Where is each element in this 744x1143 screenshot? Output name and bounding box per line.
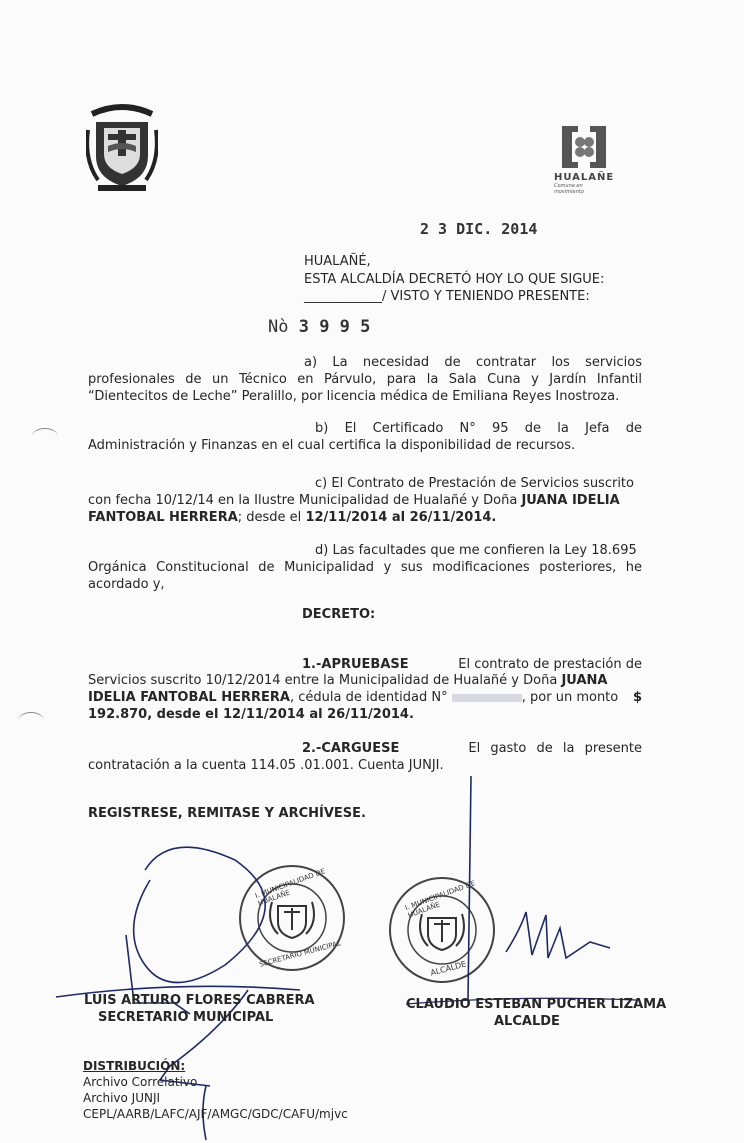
considerando-a-line2: profesionales de un Técnico en Párvulo, para la Sala Cuna y Jardín Infantil — [88, 372, 642, 387]
considerando-d-line3: acordado y, — [88, 577, 165, 592]
brand-tagline: Comuna en movimiento — [554, 183, 584, 195]
seal-right-bottom: ALCALDE — [429, 959, 468, 978]
brand-name: HUALAÑE — [554, 172, 615, 183]
decree-number-prefix: Nò — [268, 317, 289, 337]
decreto-title: DECRETO: — [302, 607, 376, 622]
article-1-amount-label: , por un monto — [521, 690, 619, 705]
article-1-text: El contrato de prestación de — [458, 657, 642, 672]
secretario-title: SECRETARIO MUNICIPAL — [98, 1010, 274, 1025]
considerando-b-line2: Administración y Finanzas en el cual certifica la disponibilidad de recursos. — [88, 438, 576, 453]
distribution-item: Archivo JUNJI — [83, 1091, 161, 1105]
article-1-line4: 192.870, desde el 12/11/2014 al 26/11/2014. — [88, 707, 414, 722]
distribution-item: Archivo Correlativo — [83, 1075, 198, 1089]
considerando-a-line1: a) La necesidad de contratar los servicios — [304, 355, 642, 370]
seal-left-top: I. MUNICIPALIDAD DE HUALAÑE — [254, 867, 327, 908]
contractor-name-part2: FANTOBAL HERRERA — [88, 510, 238, 525]
blank-underline: ____________ — [304, 289, 382, 304]
article-2-label: 2.-CARGUESE — [302, 741, 400, 756]
considerando-c-line1: c) El Contrato de Prestación de Servicios suscrito — [315, 476, 634, 491]
considerando-c-text: con fecha 10/12/14 en la Ilustre Municipalidad de Hualañé y Doña — [88, 493, 518, 508]
seal-right-top: I. MUNICIPALIDAD DE HUALAÑE — [404, 879, 477, 920]
decree-number-value: 3 9 9 5 — [298, 317, 371, 337]
contract-period: 12/11/2014 al 26/11/2014. — [305, 510, 497, 525]
article-1-label: 1.-APRUEBASE — [302, 657, 409, 672]
contractor-name-part1: JUANA IDELIA — [521, 493, 620, 508]
considerando-a-line3: “Dientecitos de Leche” Peralillo, por licencia médica de Emiliana Reyes Inostroza. — [88, 389, 620, 404]
considerando-b-line1: b) El Certificado N° 95 de la Jefa de — [315, 421, 642, 436]
article-2-text: El gasto de la presente — [468, 741, 642, 756]
distribution-item: CEPL/AARB/LAFC/AJF/AMGC/GDC/CAFU/mjvc — [83, 1107, 348, 1121]
article-2-line2: contratación a la cuenta 114.05 .01.001. Cuenta JUNJI. — [88, 758, 444, 773]
article-1-id-label: , cédula de identidad N° — [289, 690, 448, 705]
currency-symbol: $ — [632, 690, 642, 705]
article-1-name-part1: JUANA — [561, 673, 608, 688]
considerando-d-line1: d) Las facultades que me confieren la Ley 18.695 — [315, 543, 637, 558]
alcaldia-line: ESTA ALCALDÍA DECRETÓ HOY LO QUE SIGUE: — [304, 272, 605, 287]
distribution-title: DISTRIBUCIÓN: — [83, 1059, 186, 1073]
alcalde-name: CLAUDIO ESTEBAN PUCHER LIZAMA — [406, 997, 667, 1012]
article-1-name-part2: IDELIA FANTOBAL HERRERA — [88, 690, 290, 705]
secretario-name: LUIS ARTURO FLORES CABRERA — [84, 993, 315, 1008]
date-stamp: 2 3 DIC. 2014 — [420, 220, 538, 238]
considerando-c-text2: ; desde el — [237, 510, 302, 525]
city-heading: HUALAÑÉ, — [304, 254, 371, 269]
visto-text: / VISTO Y TENIENDO PRESENTE: — [382, 289, 590, 304]
considerando-d-line2: Orgánica Constitucional de Municipalidad y sus modificaciones posteriores, he — [88, 560, 642, 575]
article-1-text2: Servicios suscrito 10/12/2014 entre la Municipalidad de Hualañé y Doña — [88, 673, 558, 688]
alcalde-title: ALCALDE — [494, 1014, 560, 1029]
closing-statement: REGISTRESE, REMITASE Y ARCHÍVESE. — [88, 806, 366, 821]
seal-left-bottom: SECRETARIO MUNICIPAL — [258, 939, 342, 969]
